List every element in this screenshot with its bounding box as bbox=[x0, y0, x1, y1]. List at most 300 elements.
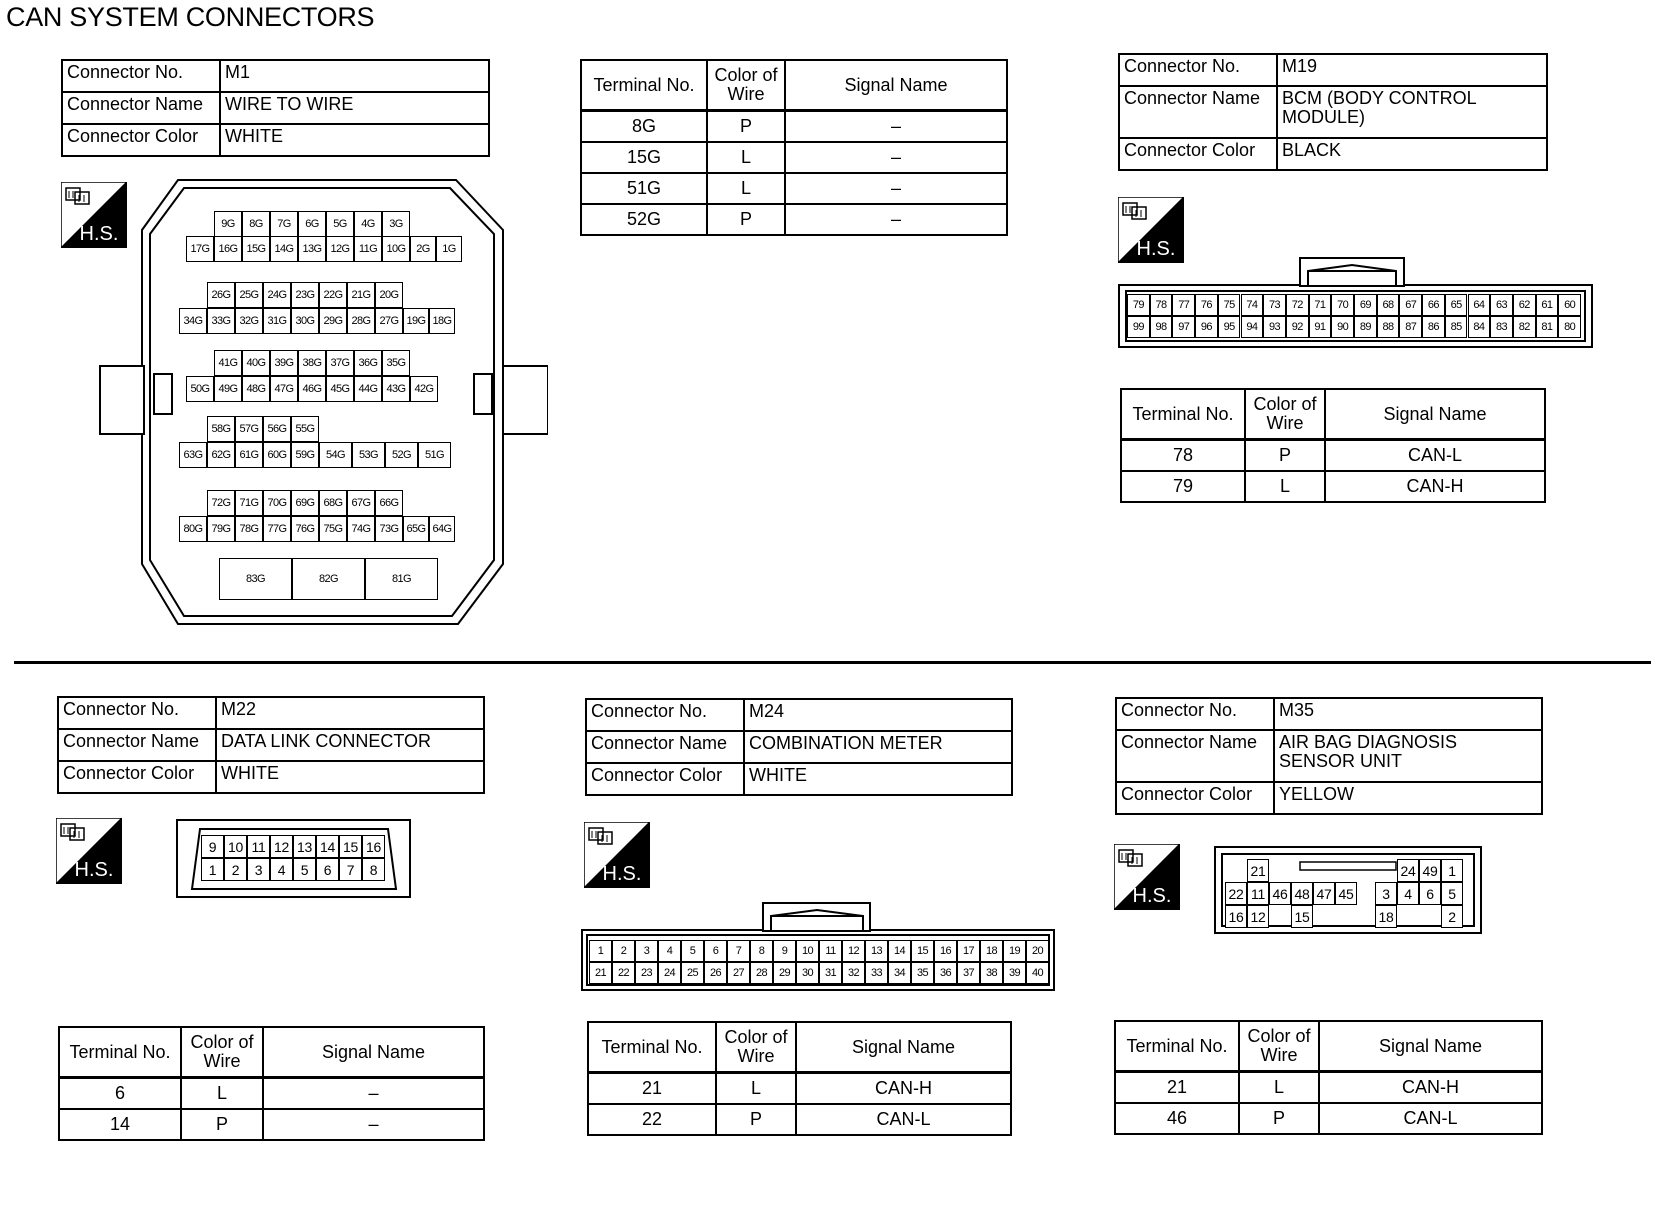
connector-pin: 4 bbox=[1397, 882, 1419, 905]
connector-pin: 19G bbox=[403, 308, 429, 334]
m19-info-table bbox=[1118, 53, 1548, 171]
connector-pin: 65 bbox=[1445, 294, 1468, 316]
connector-pin: 87 bbox=[1399, 316, 1422, 338]
connector-pin: 64G bbox=[429, 516, 455, 542]
connector-pin: 15 bbox=[339, 835, 362, 858]
connector-pin: 50G bbox=[186, 376, 214, 402]
signal-cell: – bbox=[263, 1109, 484, 1140]
connector-no-label: Connector No. bbox=[62, 60, 220, 92]
hs-label: H.S. bbox=[602, 863, 642, 885]
connector-pin: 18 bbox=[1375, 905, 1397, 928]
connector-pin: 58G bbox=[207, 416, 235, 442]
table-row bbox=[588, 1104, 1011, 1135]
connector-color-label: Connector Color bbox=[1116, 782, 1274, 814]
connector-pin: 16 bbox=[1225, 905, 1247, 928]
table-row bbox=[581, 142, 1007, 173]
connector-no-value: M22 bbox=[216, 697, 484, 729]
connector-pin: 20G bbox=[375, 282, 403, 308]
connector-pin: 35G bbox=[382, 350, 410, 376]
connector-pin: 17G bbox=[186, 236, 214, 262]
connector-pin: 12 bbox=[270, 835, 293, 858]
connector-no-label: Connector No. bbox=[58, 697, 216, 729]
connector-pin: 63 bbox=[1490, 294, 1513, 316]
signal-name-header: Signal Name bbox=[263, 1027, 484, 1078]
connector-pin: 14G bbox=[270, 236, 298, 262]
harness-side-icon bbox=[1118, 197, 1184, 263]
connector-pin: 83 bbox=[1490, 316, 1513, 338]
connector-pin: 34G bbox=[179, 308, 207, 334]
connector-pin: 86 bbox=[1422, 316, 1445, 338]
connector-pin: 38 bbox=[980, 962, 1003, 984]
terminal-cell: 51G bbox=[581, 173, 707, 204]
terminal-cell: 22 bbox=[588, 1104, 716, 1135]
connector-pin: 15 bbox=[1291, 905, 1313, 928]
connector-pin: 53G bbox=[352, 442, 385, 468]
connector-no-label: Connector No. bbox=[1116, 698, 1274, 730]
connector-pin: 69G bbox=[291, 490, 319, 516]
connector-pin: 46G bbox=[298, 376, 326, 402]
connector-pin: 8 bbox=[362, 858, 385, 881]
connector-pin: 49G bbox=[214, 376, 242, 402]
page-title: CAN SYSTEM CONNECTORS bbox=[6, 2, 375, 32]
signal-name-header: Signal Name bbox=[1325, 389, 1545, 440]
connector-pin: 61 bbox=[1536, 294, 1559, 316]
connector-pin: 27 bbox=[727, 962, 750, 984]
connector-name-value: AIR BAG DIAGNOSIS SENSOR UNIT bbox=[1274, 730, 1542, 782]
connector-pin: 7 bbox=[339, 858, 362, 881]
connector-pin: 22 bbox=[1225, 882, 1247, 905]
connector-pin: 41G bbox=[214, 350, 242, 376]
signal-cell: – bbox=[785, 111, 1007, 143]
connector-pin: 36G bbox=[354, 350, 382, 376]
connector-pin: 3 bbox=[1375, 882, 1397, 905]
connector-pin: 28G bbox=[347, 308, 375, 334]
connector-pin: 4G bbox=[354, 211, 382, 237]
terminal-cell: 6 bbox=[59, 1078, 181, 1110]
connector-color-value: YELLOW bbox=[1274, 782, 1542, 814]
connector-pin: 85 bbox=[1445, 316, 1468, 338]
connector-pin: 82 bbox=[1513, 316, 1536, 338]
connector-pin: 57G bbox=[235, 416, 263, 442]
connector-no-label: Connector No. bbox=[1119, 54, 1277, 86]
connector-pin: 54G bbox=[319, 442, 352, 468]
m24-terminal-table bbox=[587, 1021, 1012, 1136]
hs-label: H.S. bbox=[1136, 238, 1176, 260]
connector-pin: 76 bbox=[1195, 294, 1218, 316]
connector-pin: 71 bbox=[1309, 294, 1332, 316]
connector-no-label: Connector No. bbox=[586, 699, 744, 731]
connector-pin: 47 bbox=[1313, 882, 1335, 905]
connector-pin: 32G bbox=[235, 308, 263, 334]
connector-color-label: Connector Color bbox=[62, 124, 220, 156]
wire-cell: L bbox=[1245, 471, 1325, 502]
connector-name-label: Connector Name bbox=[62, 92, 220, 124]
signal-cell: CAN-L bbox=[796, 1104, 1011, 1135]
wire-cell: P bbox=[716, 1104, 796, 1135]
connector-pin: 13 bbox=[865, 940, 888, 962]
connector-pin: 5 bbox=[293, 858, 316, 881]
harness-side-icon bbox=[56, 818, 122, 884]
hs-label: H.S. bbox=[74, 859, 114, 881]
connector-pin: 29 bbox=[773, 962, 796, 984]
connector-name-label: Connector Name bbox=[586, 731, 744, 763]
connector-pin: 1 bbox=[589, 940, 612, 962]
connector-no-value: M24 bbox=[744, 699, 1012, 731]
connector-pin: 61G bbox=[235, 442, 263, 468]
connector-pin: 99 bbox=[1127, 316, 1150, 338]
connector-pin: 22 bbox=[612, 962, 635, 984]
m1-info-table bbox=[61, 59, 490, 157]
table-row bbox=[1121, 471, 1545, 502]
connector-pin: 7 bbox=[727, 940, 750, 962]
terminal-cell: 21 bbox=[1115, 1072, 1239, 1104]
connector-name-value: COMBINATION METER bbox=[744, 731, 1012, 763]
connector-pin: 80G bbox=[179, 516, 207, 542]
connector-pin: 26 bbox=[704, 962, 727, 984]
connector-pin: 77G bbox=[263, 516, 291, 542]
terminal-cell: 78 bbox=[1121, 440, 1245, 472]
connector-pin: 14 bbox=[316, 835, 339, 858]
connector-pin: 21 bbox=[1247, 859, 1269, 882]
m24-info-table bbox=[585, 698, 1013, 796]
wire-cell: P bbox=[1245, 440, 1325, 472]
connector-pin: 92 bbox=[1286, 316, 1309, 338]
terminal-cell: 8G bbox=[581, 111, 707, 143]
connector-name-value: BCM (BODY CONTROL MODULE) bbox=[1277, 86, 1547, 138]
connector-pin: 47G bbox=[270, 376, 298, 402]
harness-side-icon bbox=[1114, 844, 1180, 910]
color-of-wire-header: Color of Wire bbox=[181, 1027, 263, 1078]
connector-pin: 65G bbox=[403, 516, 429, 542]
connector-pin: 12 bbox=[1247, 905, 1269, 928]
connector-pin: 10 bbox=[796, 940, 819, 962]
connector-pin: 90 bbox=[1331, 316, 1354, 338]
m35-terminal-table bbox=[1114, 1020, 1543, 1135]
connector-pin: 16 bbox=[362, 835, 385, 858]
connector-pin: 91 bbox=[1309, 316, 1332, 338]
connector-pin: 5 bbox=[1441, 882, 1463, 905]
connector-pin: 25G bbox=[235, 282, 263, 308]
connector-pin: 12G bbox=[326, 236, 354, 262]
connector-pin: 96 bbox=[1195, 316, 1218, 338]
connector-pin: 8 bbox=[750, 940, 773, 962]
connector-pin: 44G bbox=[354, 376, 382, 402]
table-row bbox=[1121, 440, 1545, 472]
hs-label: H.S. bbox=[1132, 885, 1172, 907]
connector-pin: 40G bbox=[242, 350, 270, 376]
connector-pin: 1 bbox=[201, 858, 224, 881]
connector-pin: 16G bbox=[214, 236, 242, 262]
wire-cell: L bbox=[1239, 1072, 1319, 1104]
connector-name-value: WIRE TO WIRE bbox=[220, 92, 489, 124]
connector-pin: 21 bbox=[589, 962, 612, 984]
connector-pin: 23G bbox=[291, 282, 319, 308]
connector-pin: 74 bbox=[1241, 294, 1264, 316]
connector-pin: 31 bbox=[819, 962, 842, 984]
wire-cell: P bbox=[707, 111, 785, 143]
signal-cell: CAN-H bbox=[1325, 471, 1545, 502]
connector-pin: 46 bbox=[1269, 882, 1291, 905]
terminal-no-header: Terminal No. bbox=[581, 60, 707, 111]
connector-pin: 67G bbox=[347, 490, 375, 516]
table-row bbox=[59, 1109, 484, 1140]
connector-pin: 2 bbox=[612, 940, 635, 962]
connector-color-value: WHITE bbox=[220, 124, 489, 156]
connector-pin: 52G bbox=[385, 442, 418, 468]
connector-pin: 4 bbox=[270, 858, 293, 881]
connector-pin: 37G bbox=[326, 350, 354, 376]
connector-pin: 11G bbox=[354, 236, 382, 262]
connector-pin: 26G bbox=[207, 282, 235, 308]
color-of-wire-header: Color of Wire bbox=[716, 1022, 796, 1073]
signal-cell: – bbox=[785, 142, 1007, 173]
connector-pin: 19 bbox=[1003, 940, 1026, 962]
wire-cell: P bbox=[707, 204, 785, 235]
table-row bbox=[1115, 1072, 1542, 1104]
connector-pin: 71G bbox=[235, 490, 263, 516]
connector-pin: 2 bbox=[1441, 905, 1463, 928]
connector-pin: 36 bbox=[934, 962, 957, 984]
connector-pin: 62 bbox=[1513, 294, 1536, 316]
signal-cell: CAN-L bbox=[1319, 1103, 1542, 1134]
wire-cell: P bbox=[181, 1109, 263, 1140]
signal-cell: – bbox=[785, 204, 1007, 235]
signal-cell: CAN-H bbox=[796, 1073, 1011, 1105]
connector-pin: 18 bbox=[980, 940, 1003, 962]
connector-pin: 12 bbox=[842, 940, 865, 962]
terminal-no-header: Terminal No. bbox=[588, 1022, 716, 1073]
harness-side-icon bbox=[584, 822, 650, 888]
table-row bbox=[581, 204, 1007, 235]
terminal-cell: 21 bbox=[588, 1073, 716, 1105]
connector-pin: 3 bbox=[247, 858, 270, 881]
m1-terminal-table bbox=[580, 59, 1008, 236]
connector-pin: 67 bbox=[1399, 294, 1422, 316]
connector-pin: 32 bbox=[842, 962, 865, 984]
connector-pin: 68G bbox=[319, 490, 347, 516]
color-of-wire-header: Color of Wire bbox=[707, 60, 785, 111]
terminal-cell: 52G bbox=[581, 204, 707, 235]
connector-pin: 3G bbox=[382, 211, 410, 237]
connector-pin: 37 bbox=[957, 962, 980, 984]
connector-pin: 13G bbox=[298, 236, 326, 262]
connector-pin: 70G bbox=[263, 490, 291, 516]
connector-pin: 16 bbox=[934, 940, 957, 962]
table-row bbox=[588, 1073, 1011, 1105]
connector-name-label: Connector Name bbox=[58, 729, 216, 761]
connector-pin: 22G bbox=[319, 282, 347, 308]
connector-pin: 43G bbox=[382, 376, 410, 402]
connector-pin: 9G bbox=[214, 211, 242, 237]
connector-pin: 25 bbox=[681, 962, 704, 984]
connector-pin: 82G bbox=[292, 558, 365, 600]
table-row bbox=[1115, 1103, 1542, 1134]
connector-pin: 24 bbox=[1397, 859, 1419, 882]
connector-pin: 2 bbox=[224, 858, 247, 881]
connector-pin: 79 bbox=[1127, 294, 1150, 316]
connector-pin: 33G bbox=[207, 308, 235, 334]
connector-name-label: Connector Name bbox=[1119, 86, 1277, 138]
connector-pin: 9 bbox=[201, 835, 224, 858]
connector-pin: 73 bbox=[1263, 294, 1286, 316]
connector-pin: 6 bbox=[704, 940, 727, 962]
connector-pin: 6 bbox=[1419, 882, 1441, 905]
connector-name-label: Connector Name bbox=[1116, 730, 1274, 782]
terminal-cell: 14 bbox=[59, 1109, 181, 1140]
connector-pin: 9 bbox=[773, 940, 796, 962]
connector-color-value: WHITE bbox=[216, 761, 484, 793]
connector-pin: 30G bbox=[291, 308, 319, 334]
wire-cell: P bbox=[1239, 1103, 1319, 1134]
connector-pin: 11 bbox=[247, 835, 270, 858]
connector-color-value: BLACK bbox=[1277, 138, 1547, 170]
connector-pin: 60 bbox=[1558, 294, 1581, 316]
signal-cell: CAN-L bbox=[1325, 440, 1545, 472]
connector-pin: 81 bbox=[1536, 316, 1559, 338]
connector-pin: 75G bbox=[319, 516, 347, 542]
connector-pin: 27G bbox=[375, 308, 403, 334]
connector-pin: 13 bbox=[293, 835, 316, 858]
connector-pin: 35 bbox=[911, 962, 934, 984]
connector-pin: 39 bbox=[1003, 962, 1026, 984]
connector-pin: 15G bbox=[242, 236, 270, 262]
connector-pin: 79G bbox=[207, 516, 235, 542]
color-of-wire-header: Color of Wire bbox=[1245, 389, 1325, 440]
connector-pin: 40 bbox=[1026, 962, 1049, 984]
connector-pin: 69 bbox=[1354, 294, 1377, 316]
connector-pin: 1 bbox=[1441, 859, 1463, 882]
connector-pin: 62G bbox=[207, 442, 235, 468]
connector-pin: 77 bbox=[1172, 294, 1195, 316]
connector-color-label: Connector Color bbox=[586, 763, 744, 795]
connector-pin: 17 bbox=[957, 940, 980, 962]
connector-pin: 45G bbox=[326, 376, 354, 402]
hs-label: H.S. bbox=[79, 223, 119, 245]
terminal-cell: 15G bbox=[581, 142, 707, 173]
connector-pin: 70 bbox=[1331, 294, 1354, 316]
connector-pin: 3 bbox=[635, 940, 658, 962]
signal-cell: – bbox=[263, 1078, 484, 1110]
connector-pin: 48G bbox=[242, 376, 270, 402]
connector-pin: 15 bbox=[911, 940, 934, 962]
connector-pin: 81G bbox=[365, 558, 438, 600]
signal-name-header: Signal Name bbox=[1319, 1021, 1542, 1072]
connector-pin: 45 bbox=[1335, 882, 1357, 905]
wire-cell: L bbox=[707, 142, 785, 173]
connector-pin: 63G bbox=[179, 442, 207, 468]
connector-pin: 88 bbox=[1377, 316, 1400, 338]
connector-pin: 48 bbox=[1291, 882, 1313, 905]
connector-pin: 42G bbox=[410, 376, 438, 402]
signal-name-header: Signal Name bbox=[785, 60, 1007, 111]
signal-name-header: Signal Name bbox=[796, 1022, 1011, 1073]
connector-pin: 51G bbox=[418, 442, 451, 468]
connector-pin: 14 bbox=[888, 940, 911, 962]
connector-pin: 49 bbox=[1419, 859, 1441, 882]
connector-pin: 6 bbox=[316, 858, 339, 881]
connector-pin: 55G bbox=[291, 416, 319, 442]
m19-terminal-table bbox=[1120, 388, 1546, 503]
table-row bbox=[59, 1078, 484, 1110]
wire-cell: L bbox=[716, 1073, 796, 1105]
connector-pin: 30 bbox=[796, 962, 819, 984]
connector-pin: 74G bbox=[347, 516, 375, 542]
terminal-no-header: Terminal No. bbox=[1115, 1021, 1239, 1072]
connector-pin: 60G bbox=[263, 442, 291, 468]
signal-cell: CAN-H bbox=[1319, 1072, 1542, 1104]
connector-pin: 24G bbox=[263, 282, 291, 308]
connector-pin: 5 bbox=[681, 940, 704, 962]
connector-pin: 76G bbox=[291, 516, 319, 542]
signal-cell: – bbox=[785, 173, 1007, 204]
connector-pin: 64 bbox=[1468, 294, 1491, 316]
color-of-wire-header: Color of Wire bbox=[1239, 1021, 1319, 1072]
connector-color-label: Connector Color bbox=[58, 761, 216, 793]
connector-pin: 89 bbox=[1354, 316, 1377, 338]
connector-pin: 11 bbox=[1247, 882, 1269, 905]
connector-pin: 75 bbox=[1218, 294, 1241, 316]
connector-pin: 24 bbox=[658, 962, 681, 984]
connector-pin: 59G bbox=[291, 442, 319, 468]
terminal-cell: 79 bbox=[1121, 471, 1245, 502]
connector-pin: 31G bbox=[263, 308, 291, 334]
connector-pin: 78G bbox=[235, 516, 263, 542]
connector-pin: 4 bbox=[658, 940, 681, 962]
connector-pin: 83G bbox=[219, 558, 292, 600]
connector-pin: 23 bbox=[635, 962, 658, 984]
connector-pin: 84 bbox=[1468, 316, 1491, 338]
connector-pin: 66 bbox=[1422, 294, 1445, 316]
connector-pin: 34 bbox=[888, 962, 911, 984]
connector-pin: 98 bbox=[1150, 316, 1173, 338]
connector-pin: 10G bbox=[382, 236, 410, 262]
terminal-no-header: Terminal No. bbox=[59, 1027, 181, 1078]
connector-no-value: M1 bbox=[220, 60, 489, 92]
connector-pin: 95 bbox=[1218, 316, 1241, 338]
connector-pin: 68 bbox=[1377, 294, 1400, 316]
wire-cell: L bbox=[181, 1078, 263, 1110]
connector-pin: 18G bbox=[429, 308, 455, 334]
connector-pin: 80 bbox=[1558, 316, 1581, 338]
connector-pin: 1G bbox=[436, 236, 462, 262]
connector-color-label: Connector Color bbox=[1119, 138, 1277, 170]
terminal-cell: 46 bbox=[1115, 1103, 1239, 1134]
connector-pin: 21G bbox=[347, 282, 375, 308]
connector-pin: 72G bbox=[207, 490, 235, 516]
table-row bbox=[581, 173, 1007, 204]
wire-cell: L bbox=[707, 173, 785, 204]
m22-info-table bbox=[57, 696, 485, 794]
connector-pin: 97 bbox=[1172, 316, 1195, 338]
connector-pin: 78 bbox=[1150, 294, 1173, 316]
connector-pin: 73G bbox=[375, 516, 403, 542]
connector-no-value: M19 bbox=[1277, 54, 1547, 86]
terminal-no-header: Terminal No. bbox=[1121, 389, 1245, 440]
connector-pin: 39G bbox=[270, 350, 298, 376]
connector-pin: 38G bbox=[298, 350, 326, 376]
section-divider bbox=[14, 661, 1651, 664]
connector-no-value: M35 bbox=[1274, 698, 1542, 730]
connector-color-value: WHITE bbox=[744, 763, 1012, 795]
connector-pin: 28 bbox=[750, 962, 773, 984]
connector-pin: 6G bbox=[298, 211, 326, 237]
connector-pin: 10 bbox=[224, 835, 247, 858]
connector-pin: 7G bbox=[270, 211, 298, 237]
connector-pin: 56G bbox=[263, 416, 291, 442]
connector-pin: 33 bbox=[865, 962, 888, 984]
m35-info-table bbox=[1115, 697, 1543, 815]
connector-pin: 5G bbox=[326, 211, 354, 237]
